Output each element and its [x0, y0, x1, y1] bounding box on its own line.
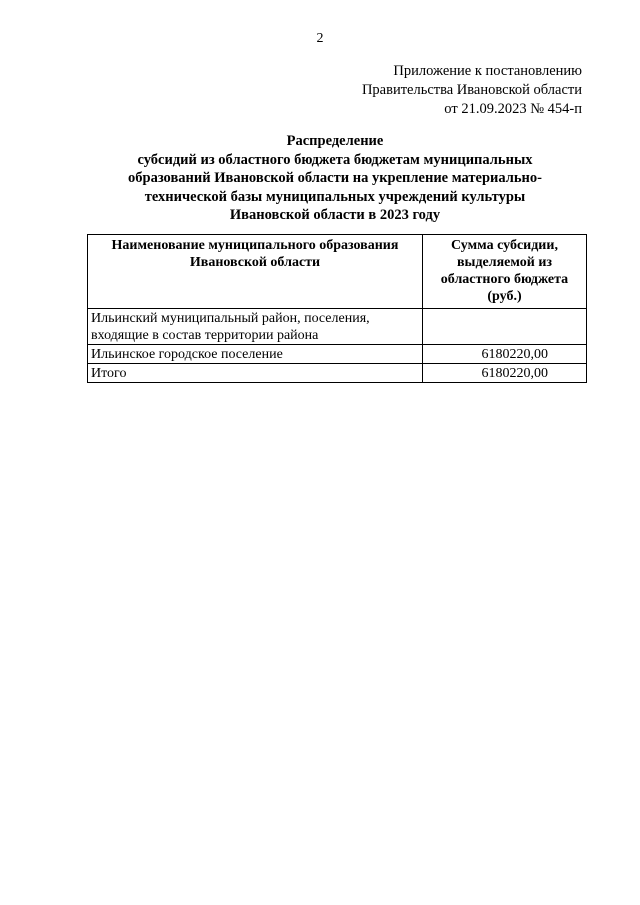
distribution-table [87, 234, 587, 383]
header-sum-line-2: выделяемой из [456, 255, 553, 270]
header-sum-line-3: областного бюджета [440, 272, 569, 287]
total-sum-cell: 6180220,00 [423, 364, 587, 383]
row-name-cell [88, 309, 423, 345]
header-name-line-1: Наименование муниципального образования [111, 238, 399, 253]
total-label-cell: Итого [88, 364, 423, 383]
page-number: 2 [316, 31, 324, 46]
row-name-line-1: Ильинский муниципальный район, поселения, [91, 311, 370, 326]
title-line-1: Распределение [286, 133, 384, 149]
header-sum-line-4: (руб.) [487, 289, 522, 304]
header-name-cell [88, 235, 423, 309]
header-sum-line-1: Сумма субсидии, [451, 238, 558, 253]
row-sum-cell: 6180220,00 [423, 345, 587, 364]
title-line-4: технической базы муниципальных учреждений культуры [144, 188, 526, 205]
title-line-2: субсидий из областного бюджета бюджетам муниципальных [137, 151, 533, 168]
appendix-line-2: Правительства Ивановской области [361, 82, 582, 98]
title-line-3: образований Ивановской области на укрепление материально- [128, 170, 542, 186]
header-sum-cell [423, 235, 587, 309]
table-header-row [88, 235, 587, 309]
row-name-cell: Ильинское городское поселение [88, 345, 423, 364]
header-name-line-2: Ивановской области [189, 255, 321, 270]
appendix-line-3: от 21.09.2023 № 454-п [444, 101, 582, 117]
table-row [88, 345, 587, 364]
table-total-row [88, 364, 587, 383]
appendix-line-1: Приложение к постановлению [393, 63, 582, 79]
table-row [88, 309, 587, 345]
title-line-5: Ивановской области в 2023 году [229, 207, 441, 223]
appendix-block [362, 62, 582, 119]
row-name-line-2: входящие в состав территории района [91, 328, 319, 343]
row-sum-cell [423, 309, 587, 345]
document-title [0, 132, 640, 225]
